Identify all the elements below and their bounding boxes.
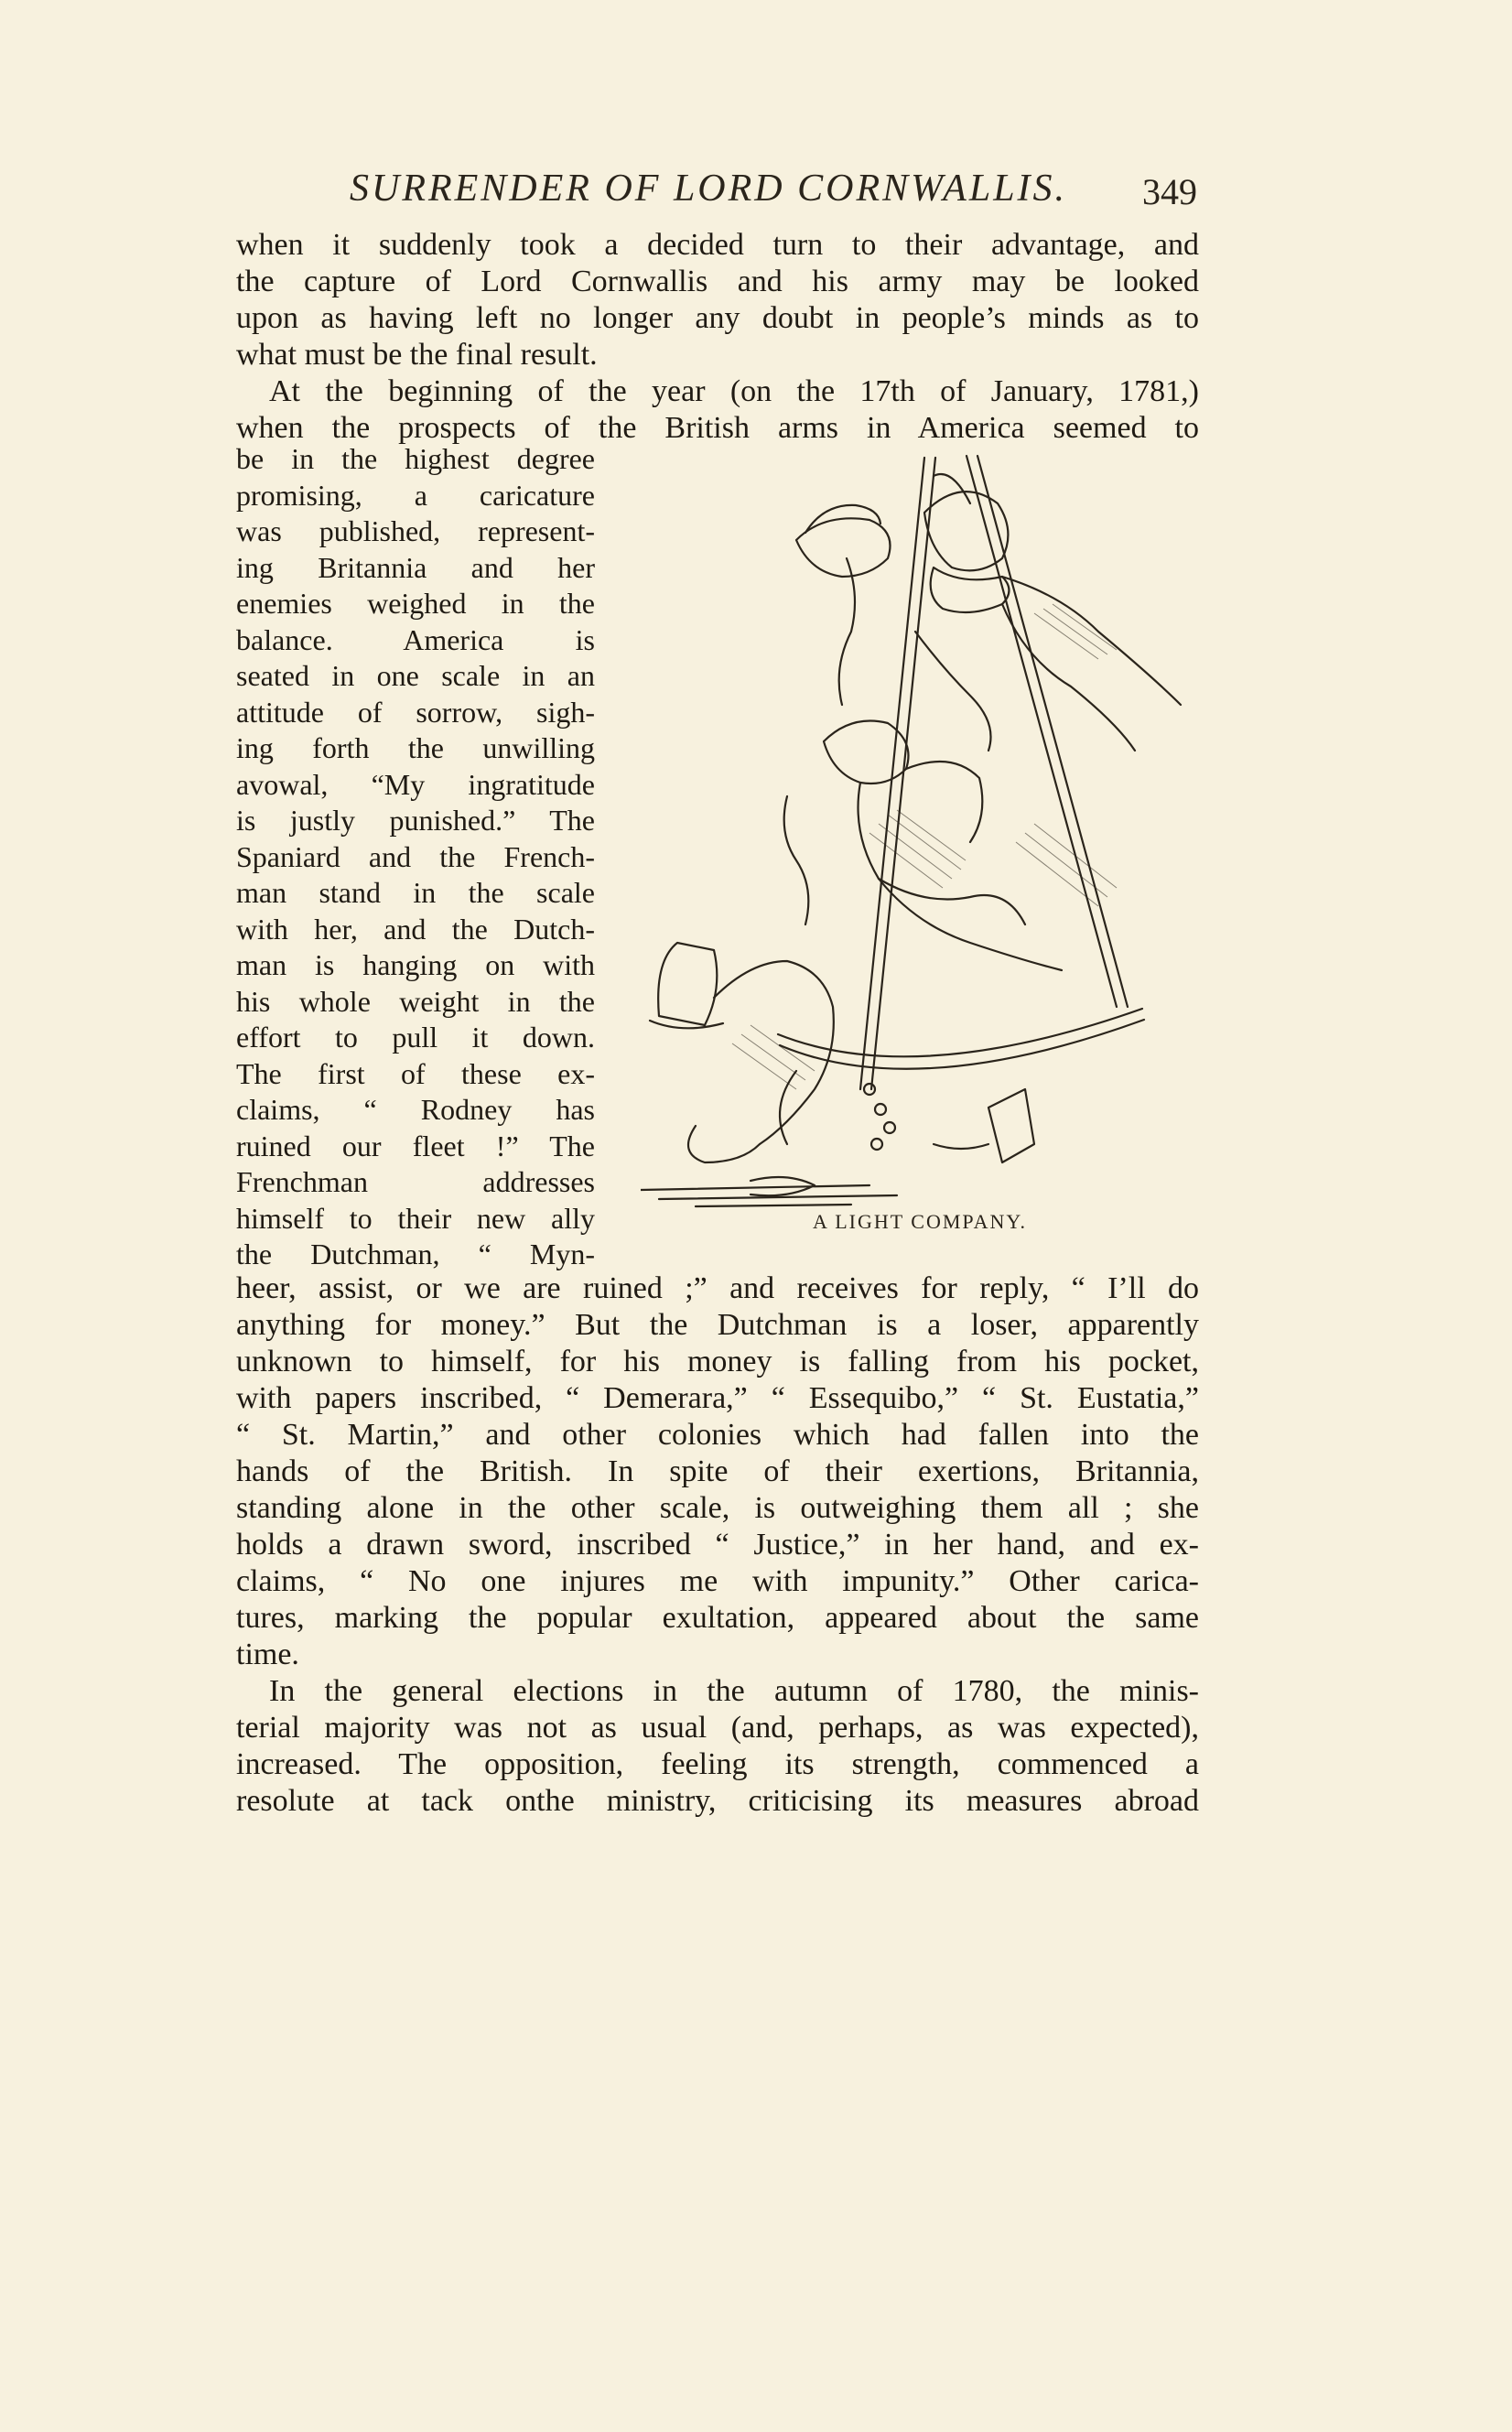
paragraph-2-continuation (236, 1270, 1199, 1673)
text-line: himself to their new ally (236, 1201, 595, 1235)
text-line: increased. The opposition, feeling its strength, commenced a (236, 1747, 1199, 1781)
text-line: seated in one scale in an (236, 659, 595, 692)
text-line: tures, marking the popular exultation, appeared about the same (236, 1601, 1199, 1635)
caricature-illustration (641, 449, 1190, 1227)
text-line: Spaniard and the French- (236, 839, 595, 873)
text-line: promising, a caricature (236, 478, 595, 512)
text-line: balance. America is (236, 622, 595, 656)
text-line: man is hanging on with (236, 948, 595, 981)
text-line: avowal, “My ingratitude (236, 767, 595, 801)
paragraph-2-opening (236, 373, 1199, 447)
text-line: holds a drawn sword, inscribed “ Justice,” in her hand, and ex- (236, 1528, 1199, 1562)
text-line: when the prospects of the British arms in America seemed to (236, 411, 1199, 445)
text-line: hands of the British. In spite of their exertions, Britannia, (236, 1454, 1199, 1488)
text-line: man stand in the scale (236, 876, 595, 909)
text-line: attitude of sorrow, sigh- (236, 695, 595, 729)
text-line: claims, “ Rodney has (236, 1093, 595, 1126)
paragraph-2-column (236, 441, 595, 1273)
text-line: Frenchman addresses (236, 1165, 595, 1198)
text-line: enemies weighed in the (236, 587, 595, 620)
text-line: ruined our fleet !” The (236, 1129, 595, 1162)
paragraph-3 (236, 1673, 1199, 1820)
text-line: At the beginning of the year (on the 17th of January, 1781,) (269, 374, 1199, 408)
page-header (240, 167, 1197, 214)
text-line: anything for money.” But the Dutchman is a loser, apparently (236, 1308, 1199, 1342)
text-line: what must be the final result. (236, 338, 598, 372)
text-line: be in the highest degree (236, 442, 595, 475)
text-line: standing alone in the other scale, is outweighing them all ; she (236, 1491, 1199, 1525)
text-line: his whole weight in the (236, 984, 595, 1018)
text-line: In the general elections in the autumn of 1780, the minis- (269, 1674, 1199, 1708)
text-line: effort to pull it down. (236, 1021, 595, 1054)
text-line: the capture of Lord Cornwallis and his army may be looked (236, 265, 1199, 298)
page-number: 349 (1142, 171, 1197, 212)
text-line: The first of these ex- (236, 1056, 595, 1090)
text-line: terial majority was not as usual (and, perhaps, as was expected), (236, 1711, 1199, 1745)
text-line: was published, represent- (236, 514, 595, 547)
text-line: with her, and the Dutch- (236, 912, 595, 946)
text-line: unknown to himself, for his money is falling from his pocket, (236, 1345, 1199, 1378)
text-line: ing Britannia and her (236, 550, 595, 584)
paragraph-1 (236, 227, 1199, 373)
text-line: time. (236, 1638, 299, 1671)
text-line: ing forth the unwilling (236, 731, 595, 764)
text-line: is justly punished.” The (236, 804, 595, 837)
running-title: SURRENDER OF LORD CORNWALLIS. (350, 168, 1068, 210)
text-line: upon as having left no longer any doubt in people’s minds as to (236, 301, 1199, 335)
text-line: with papers inscribed, “ Demerara,” “ Essequibo,” “ St. Eustatia,” (236, 1381, 1199, 1415)
text-line: heer, assist, or we are ruined ;” and receives for reply, “ I’ll do (236, 1271, 1199, 1305)
text-line: claims, “ No one injures me with impunity.” Other carica- (236, 1564, 1199, 1598)
figure-caption: A LIGHT COMPANY. (813, 1210, 1027, 1233)
text-line: the Dutchman, “ Myn- (236, 1238, 595, 1270)
text-line: “ St. Martin,” and other colonies which had fallen into the (236, 1418, 1199, 1452)
text-line: when it suddenly took a decided turn to their advantage, and (236, 228, 1199, 262)
text-line: resolute at tack onthe ministry, criticising its measures abroad (236, 1784, 1199, 1818)
